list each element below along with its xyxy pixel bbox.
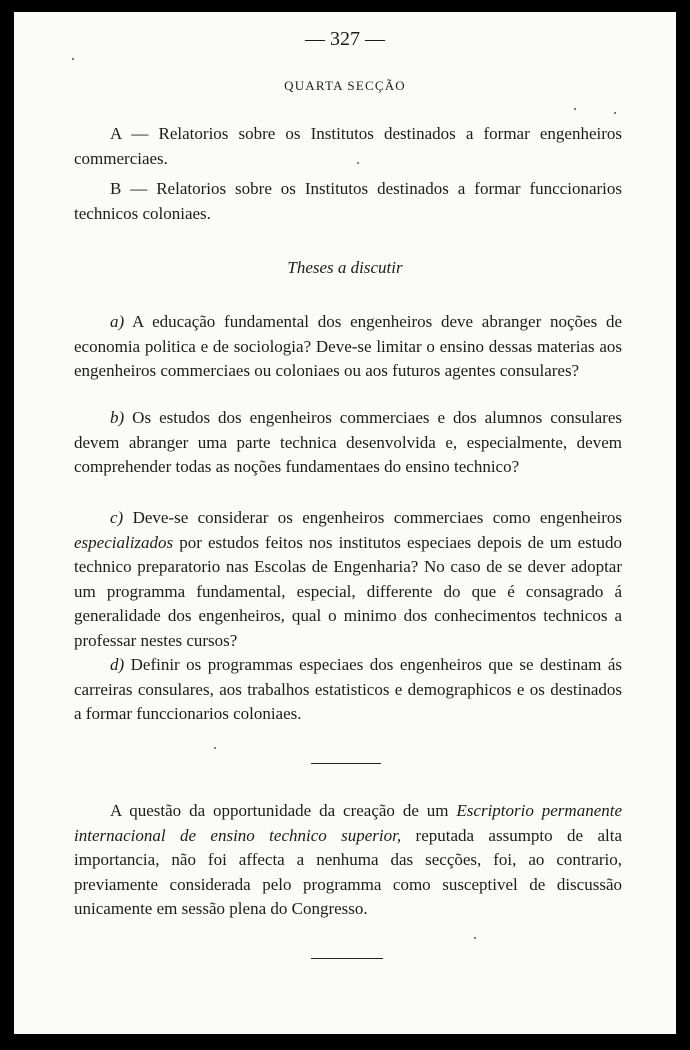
thesis-b-text: Os estudos dos engenheiros commerciaes e dos alumnos consulares devem abranger uma parte technica desenvolvida e, especialmente, devem comprehender todas as noções fundamentaes do ensino technico? [74,408,622,476]
report-a: A — Relatorios sobre os Institutos destinados a formar engenheiros commerciaes. [74,124,622,168]
final-emphasis: Escriptorio permanente internacional de ensino technico superior, [74,801,623,845]
thesis-c [74,506,622,653]
divider-rule [311,763,381,764]
section-title: QUARTA SECÇÃO [284,78,406,93]
thesis-c-text-after: por estudos feitos nos institutos especiaes depois de um estudo technico preparatorio nas Escolas de Engenharia? No caso de se dever adoptar um programma fundamental, especial, differente do que é consagrado á generalidade dos engenheiros, qual o minimo dos conhecimentos technicos a professar nestes cursos? [74,532,622,650]
scan-speck [474,937,476,939]
theses-heading: Theses a discutir [287,258,403,277]
end-rule [311,958,383,959]
scan-speck [614,112,616,114]
page-number: — 327 — [305,28,385,50]
thesis-b [74,406,622,480]
thesis-a-label: a) [110,312,125,331]
thesis-d-text: Definir os programmas especiaes dos engenheiros que se destinam ás carreiras consulares, aos trabalhos estatisticos e demographicos e os destinados a formar funccionarios coloniaes. [74,655,623,723]
thesis-a-text: A educação fundamental dos engenheiros deve abranger noções de economia politica e de sociologia? Deve-se limitar o ensino dessas materias aos engenheiros commerciaes ou coloniaes ou aos futuros agentes consulares? [74,312,623,380]
document-page [14,12,676,1034]
report-b: B — Relatorios sobre os Institutos destinados a formar funccionarios technicos coloniaes. [74,179,622,223]
final-text-after: reputada assumpto de alta importancia, não foi affecta a nenhuma das secções, foi, ao contrario, previamente considerada pelo programma como susceptivel de discussão unicamente em sessão plena do Congresso. [74,825,623,918]
scan-speck [214,747,216,749]
scan-speck [574,108,576,110]
thesis-c-text-before: Deve-se considerar os engenheiros commerciaes como engenheiros [132,508,622,527]
thesis-d [74,653,622,727]
thesis-c-label: c) [110,508,124,527]
thesis-c-emphasis: especializados [74,532,174,552]
thesis-b-label: b) [110,408,125,427]
thesis-a [74,310,622,384]
thesis-d-label: d) [110,655,125,674]
final-paragraph [74,799,622,922]
final-text-before: A questão da opportunidade da creação de um [110,801,449,820]
scan-speck [72,58,74,60]
scan-speck [357,162,359,164]
